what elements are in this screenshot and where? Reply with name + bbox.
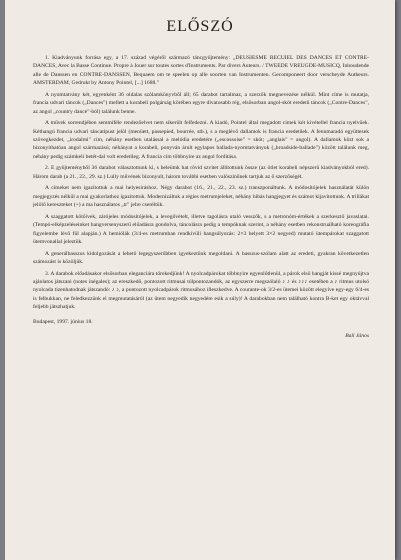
paragraph-titles: A címeket nem igazítottuk a mai helyesíráshoz. Négy darabot (16., 21., 22., 23. sz.) transzponáltunk. A módosítójelek használatát külön megjegyzés nélkül a mai gyakorlathoz igazítottuk. Modernizáltuk a régies metrumjeleket, néhány hibás hangjegyet és számot kijavítottunk. A trillákat jelölő kereszteket (+) a ma használatos „tr" jelre cseréltük. <box>33 185 369 209</box>
paragraph-selection: 2. E gyűjteményből 36 darabot választottunk ki, s beleütnk hat rövid szvitet állítottunk össze (az ötlet korabeli népszerű kiadványokból ered). Három darab (a 21., 22., 29. sz.) Lully művének bizonyult, három további esetben valószínűnek tartjuk az ő szerzőségét. <box>33 165 369 180</box>
paragraph-editorial: A szaggatott kötőívek, zárójeles módosítójelek, a levegővételt, illetve tagolásra utaló vesszők, s a metronóm-értékek a szerkesztő javaslatai. (Tempó-elképzeléseinket hangversenyszerű előadásra gondolva, táncolásra pedig a tempóknak szerint, a néhány esetben rekonstruálható koreográfia figyelembe lévő fül alapján.) A hemiólák (3/4-es metrumban rendkívüli hangsúlyozás: 2×3 helyett 3×2 negyed) mutató ütempárokat szaggatott ütemvonallal jeleztük. <box>33 213 369 246</box>
paragraph-performance: 3. A darabok előadásakor elsősorban eleganciára törekedjünk! A nyolcadpárokat többnyire egyenlőtlenül, a párok első hangját kissé megnyújtva ajánlatos játszani (notes inégales); az ereszkedő, pontozott ritmusai túlpontozandók, az egyszerre megszólaló ♪ ♪ és ♪♪♪ esetében a ♪ ritmus utolsó nyolcada tizenhatodnak játszandó: ♪ ♪, a pontozott nyolcadpárok ritmusához illeszkedve. A courante-ok 3/2-es ütemei között elegyíve egy-egy 6/4-es is felbukkan, ne feledkezzünk el megmutatásáról (az ütem negyedik negyedére esik a súly)! A darabokban nem található kontra B-ket egy oktávval feljebb játszhatjuk. <box>33 270 369 311</box>
paragraph-continuo: A generálbasszus kidolgozását a lehető legegyszerűbben igyekeztünk megoldani. A basszus-szólam alatt az eredeti, gyakran következetlen számozást is közöljük. <box>33 250 369 266</box>
document-page <box>5 0 395 560</box>
preface-body <box>33 54 369 344</box>
author-signature: Bali János <box>345 333 369 340</box>
date-line: Budapest, 1997. június 18. <box>33 318 93 325</box>
page-title: ELŐSZÓ <box>166 18 234 35</box>
paragraph-contents: A nyomtatvány két, egyenként 36 oldalas szólamkönyvből áll; 65 darabot tartalmaz, a szerzők megnevezése nélkül. Mint címe is mutatja, francia udvari táncok („Dances") mellett a korabeli polgárság körében egyre divatosabb rég, elsősorban angol-skót eredetű táncok („Contre-Dances", az angol „country dance"-ból) találunk benne. <box>33 91 369 115</box>
paragraph-source: 1. Kiadványunk forrása egy, a 17. század végéről származó táncgyűjtemény: „DEUSIESME RECUIEL DES DANCES ET CONTRE-DANCES, Avec la Basse Continue. Propre à Jouer sur toutes sortes d'Instruments. Par divers Auteurs. / TWEEDE VREUGDE-MUSICQ, Inhoudende alle de Danssen en CONTRE-DANSSEN, Bequaem om te speelen op alle soorten van Instrumenten. Gecomponeert door verscheyde Autheurs. AMSTERDAM, Gedrukt by Antony Pointel, [...] 1688." <box>33 55 369 87</box>
paragraph-order: A művek sorrendjében semmiféle rendezőelvet nem sikerült felfedezni. A kiadó, Pointel által megadott címek két kivétellel francia nyelvűek. Kéthangú francia udvari táncatípust jelöl (menüett, passepied, bourrée, stb.), s a meglévő dallamok is francia eredetűek. A fennmaradó együttesek szövegkezdet, „irodalmi" cím, néhány esetben utalással a melódia eredetére („escossoise" = skót; „anglais" = angol). A dallamok közt sok a bizonyíthatóan angol származású; néhányat a korabeli, ponyván árult egylapos ballada-nyomtatványok („broadside-ballade") között találunk meg, néhány pedig számkeli betét-dal volt eredetileg. A francia cím többnyire az angol fordítása. <box>33 120 369 160</box>
